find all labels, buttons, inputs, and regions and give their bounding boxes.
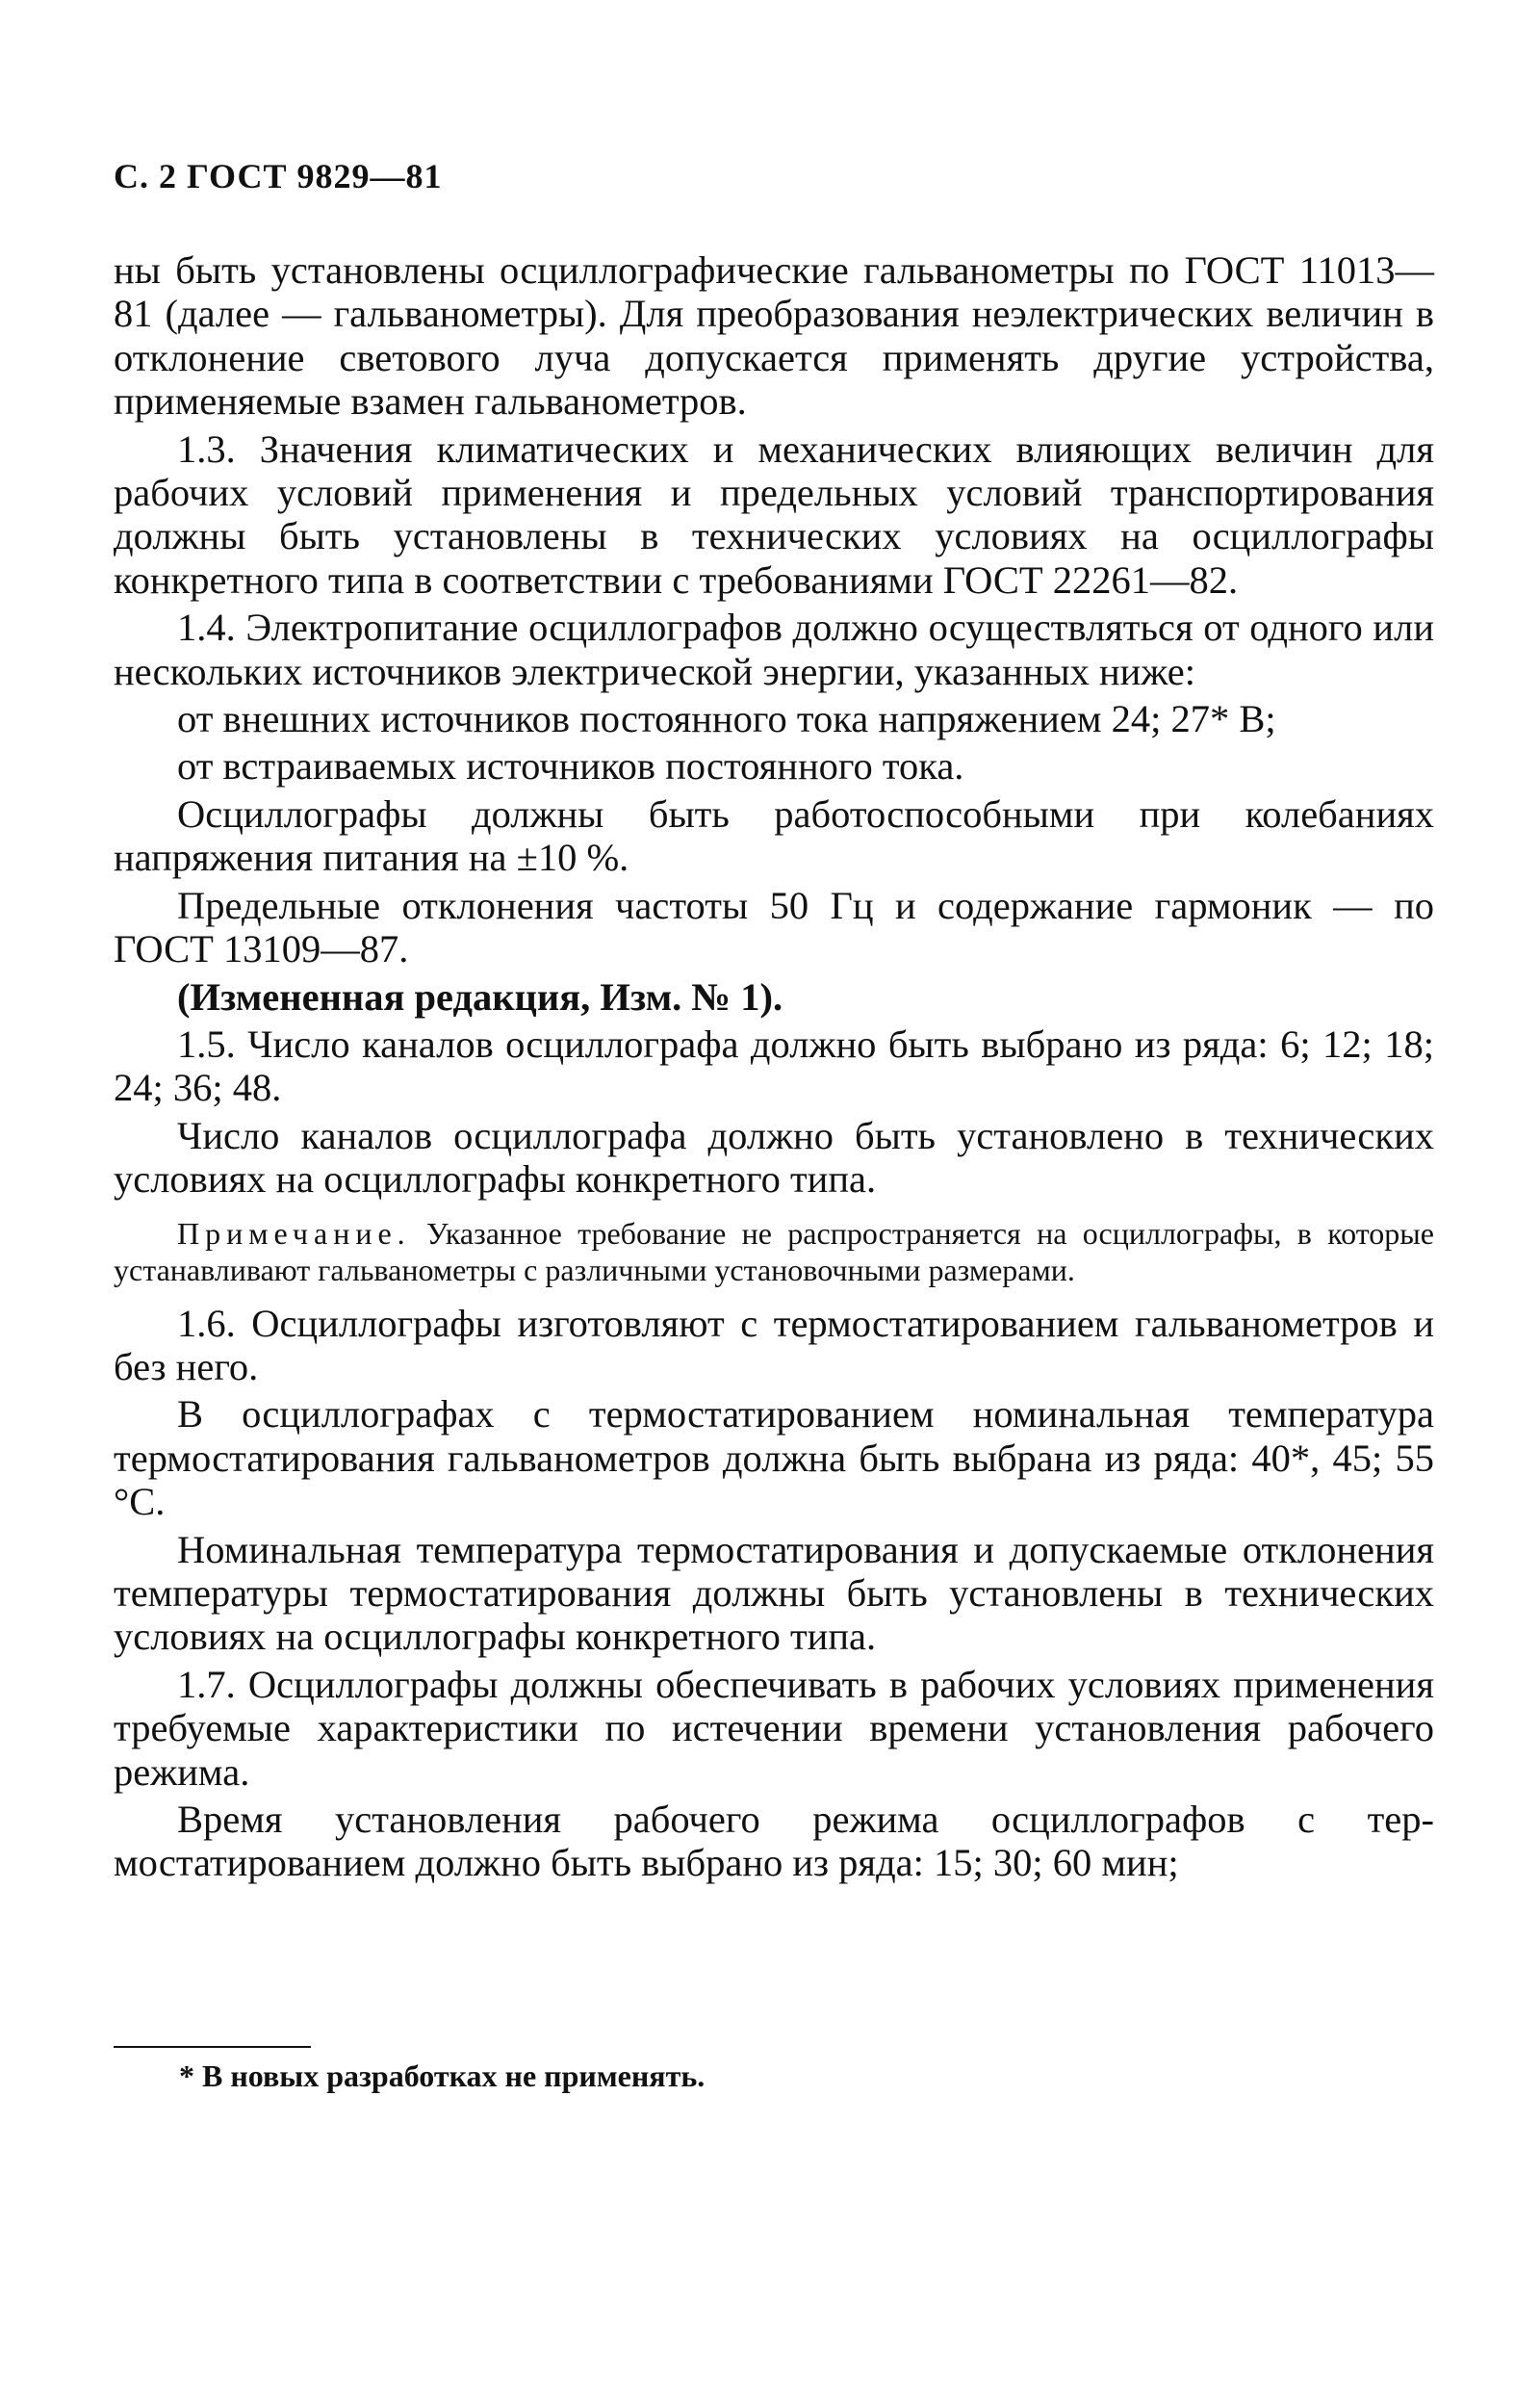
page-header: С. 2 ГОСТ 9829—81 — [114, 157, 443, 195]
note-text: Указанное требование не распространяется на осциллографы, в которые устанавливают гальванометры с различными установочными размерами. — [114, 1215, 1434, 1287]
note-label: Примечание. — [177, 1215, 411, 1251]
paragraph: В осциллографах с термостатированием номинальная температура термостатирования гальванометров должна быть выбрана из ряда: 40*, 45; 55 °С. — [114, 1392, 1434, 1524]
paragraph-1-6: 1.6. Осциллографы изготовляют с термостатированием гальванометров и без него. — [114, 1301, 1434, 1388]
paragraph: Число каналов осциллографа должно быть установлено в технических условиях на осциллографы конкретного типа. — [114, 1113, 1434, 1202]
amendment-note: (Измененная редакция, Изм. № 1). — [177, 974, 783, 1019]
paragraph-1-7: 1.7. Осциллографы должны обеспечивать в рабочих условиях применения требуемые характеристики по истечении времени установления рабочего режима. — [114, 1662, 1434, 1794]
paragraph-1-3: 1.3. Значения климатических и механических влияющих величин для рабочих условий применения и предельных условий транспортирования должны быть установлены в технических условиях на осциллографы конкретного типа в соответствии с требованиями ГОСТ 22261—82. — [114, 427, 1434, 602]
paragraph: Осциллографы должны быть работоспособными при колебаниях напряжения питания на ±10 %. — [114, 791, 1434, 880]
footnote: * В новых разработках не применять. — [179, 2058, 706, 2093]
paragraph: от встраиваемых источников постоянного тока. — [177, 744, 964, 789]
document-body — [114, 248, 1434, 1885]
paragraph-1-4: 1.4. Электропитание осциллографов должно осуществляться от одного или нескольких источников электрической энергии, указанных ниже: — [114, 606, 1434, 693]
paragraph: ны быть установлены осциллографические гальванометры по ГОСТ 11013—81 (далее — гальванометры). Для преобразования неэлектрических величин в отклонение светового луча допускается применять другие устройства, применяемые взамен гальванометров. — [114, 248, 1434, 424]
footnote-divider — [114, 2046, 311, 2048]
paragraph-1-5: 1.5. Число каналов осциллографа должно быть выбрано из ряда: 6; 12; 18; 24; 36; 48. — [114, 1022, 1434, 1110]
note-block — [114, 1215, 1434, 1288]
paragraph: Предельные отклонения частоты 50 Гц и содержание гармоник — по ГОСТ 13109—87. — [114, 883, 1434, 971]
paragraph: Время установления рабочего режима осциллографов с термостатированием должно быть выбрано из ряда: 15; 30; 60 мин; — [114, 1798, 1434, 1885]
paragraph: Номинальная температура термостатирования и допускаемые отклонения температуры термостатирования должны быть установлены в технических условиях на осциллографы конкретного типа. — [114, 1527, 1434, 1659]
paragraph: от внешних источников постоянного тока напряжением 24; 27* В; — [177, 697, 1276, 741]
